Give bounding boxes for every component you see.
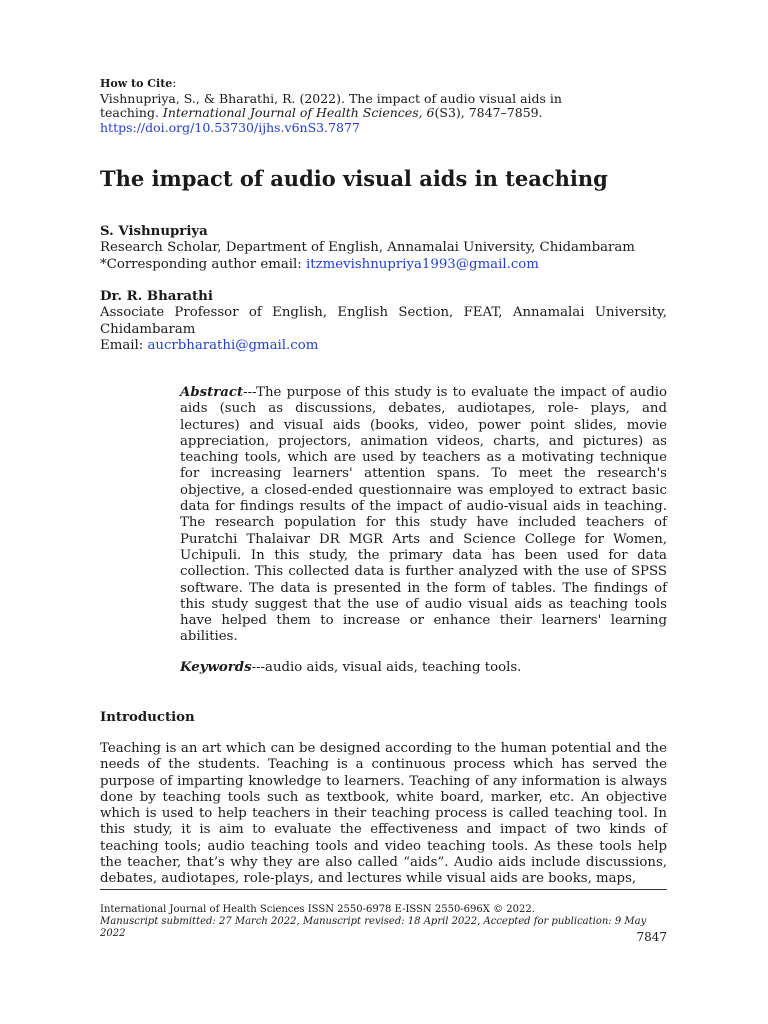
author-affiliation: Associate Professor of English, English Section, FEAT, Annamalai University, Chidambaram xyxy=(100,305,667,337)
abstract xyxy=(180,385,667,646)
citation-line-2-suffix: (S3), 7847–7859. xyxy=(434,105,543,120)
keywords-label: Keywords xyxy=(180,660,252,675)
author-affiliation: Research Scholar, Department of English, Annamalai University, Chidambaram xyxy=(100,240,635,256)
author-email-label: Email: xyxy=(100,337,148,353)
footer-submission-line: Manuscript submitted: 27 March 2022, Manuscript revised: 18 April 2022, Accepted for publication: 9 May 2022 xyxy=(100,916,647,939)
author-email-link[interactable]: itzmevishnupriya1993@gmail.com xyxy=(306,256,539,272)
introduction-paragraph: Teaching is an art which can be designed according to the human potential and the needs of the students. Teaching is a continuous process which has served the purpose of imparting knowledge to learners. Teaching of any information is always done by teaching tools such as textbook, white board, marker, etc. An objective which is used to help teachers in their teaching process is called teaching tool. In this study, it is aim to evaluate the effectiveness and impact of two kinds of teaching tools; audio teaching tools and video teaching tools. As these tools help the teacher, that’s why they are also called “aids”. Audio aids include discussions, debates, audiotapes, role-plays, and lectures while visual aids are books, maps, xyxy=(100,741,667,887)
doi-link[interactable]: https://doi.org/10.53730/ijhs.v6nS3.7877 xyxy=(100,119,360,135)
keywords xyxy=(180,660,667,676)
how-to-cite-colon: : xyxy=(172,75,177,90)
author-name: Dr. R. Bharathi xyxy=(100,289,213,304)
author-block-2 xyxy=(100,289,667,354)
how-to-cite xyxy=(100,76,667,135)
how-to-cite-heading: How to Cite xyxy=(100,77,173,90)
author-block-1 xyxy=(100,224,667,273)
keywords-text: audio aids, visual aids, teaching tools. xyxy=(265,660,522,675)
paper-title: The impact of audio visual aids in teaching xyxy=(100,166,608,191)
section-heading-introduction: Introduction xyxy=(100,710,195,725)
page-footer xyxy=(100,904,667,940)
abstract-text: The purpose of this study is to evaluate the impact of audio aids (such as discussions, debates, audiotapes, role- plays, and lectures) and visual aids (books, video, power point slides, movie appreciation, projectors, animation videos, charts, and pictures) as teaching tools, which are used by teachers as a motivating technique for increasing learners' attention spans. To meet the research's objective, a closed-ended questionnaire was employed to extract basic data for findings results of the impact of audio-visual aids in teaching. The research population for this study have included teachers of Puratchi Thalaivar DR MGR Arts and Science College for Women, Uchipuli. In this study, the primary data has been used for data collection. This collected data is further analyzed with the use of SPSS software. The data is presented in the form of tables. The findings of this study suggest that the use of audio visual aids as teaching tools have helped them to increase or enhance their learners' learning abilities. xyxy=(180,385,667,645)
page-number: 7847 xyxy=(636,930,667,944)
footer-divider xyxy=(100,889,667,890)
keywords-separator: --- xyxy=(251,660,266,675)
abstract-separator: --- xyxy=(243,385,257,400)
citation-line-2-prefix: teaching. xyxy=(100,105,163,120)
author-email-link[interactable]: aucrbharathi@gmail.com xyxy=(147,337,319,353)
footer-journal-line: International Journal of Health Sciences ISSN 2550-6978 E-ISSN 2550-696X © 2022. xyxy=(100,904,535,915)
author-name: S. Vishnupriya xyxy=(100,224,208,239)
citation-line-1: Vishnupriya, S., & Bharathi, R. (2022). The impact of audio visual aids in xyxy=(100,90,562,106)
citation-journal: International Journal of Health Sciences, 6 xyxy=(162,105,435,120)
author-email-label: *Corresponding author email: xyxy=(100,256,306,272)
abstract-label: Abstract xyxy=(180,385,244,400)
